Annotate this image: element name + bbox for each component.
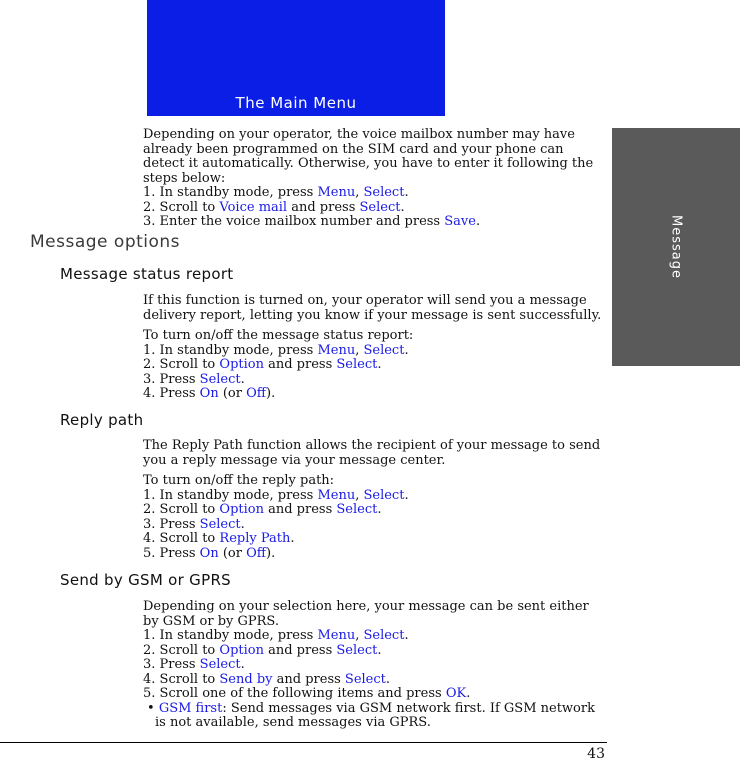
voicemail-step-1: 1. In standby mode, press Menu, Select. xyxy=(143,185,409,200)
status-report-lead: To turn on/off the message status report: xyxy=(143,328,414,343)
reply-path-step-5: 5. Press On (or Off). xyxy=(143,545,276,561)
reply-path-step-4: 4. Scroll to Reply Path. xyxy=(143,531,295,546)
status-report-desc: If this function is turned on, your operator will send you a message delivery report, letting you know if your message is sent successfully. xyxy=(143,293,602,323)
reply-path-step-3: 3. Press Select. xyxy=(143,516,245,532)
voicemail-step-2: 2. Scroll to Voice mail and press Select. xyxy=(143,199,405,215)
status-report-section xyxy=(143,294,605,402)
reply-path-step-2: 2. Scroll to Option and press Select. xyxy=(143,502,382,517)
reply-path-step-1: 1. In standby mode, press Menu, Select. xyxy=(143,487,409,503)
status-report-step-3: 3. Press Select. xyxy=(143,371,245,387)
gsm-gprs-step-4: 4. Scroll to Send by and press Select. xyxy=(143,671,391,687)
reply-path-desc: The Reply Path function allows the recipient of your message to send you a reply message via your message center. xyxy=(143,438,601,468)
voicemail-section xyxy=(143,128,605,230)
status-report-step-2: 2. Scroll to Option and press Select. xyxy=(143,357,382,372)
heading-reply-path: Reply path xyxy=(60,411,144,429)
page-number: 43 xyxy=(587,746,605,762)
status-report-step-1: 1. In standby mode, press Menu, Select. xyxy=(143,342,409,358)
gsm-gprs-desc: Depending on your selection here, your message can be sent either by GSM or by GPRS. xyxy=(143,599,589,629)
footer-rule xyxy=(0,742,607,743)
gsm-gprs-section xyxy=(143,600,605,731)
chapter-side-tab xyxy=(612,128,740,366)
gsm-gprs-step-3: 3. Press Select. xyxy=(143,657,245,672)
heading-send-by-gsm-gprs: Send by GSM or GPRS xyxy=(60,571,231,589)
status-report-step-4: 4. Press On (or Off). xyxy=(143,386,276,401)
reply-path-lead: To turn on/off the reply path: xyxy=(143,473,335,488)
main-menu-banner xyxy=(147,0,445,116)
gsm-gprs-step-2: 2. Scroll to Option and press Select. xyxy=(143,642,382,658)
voicemail-step-3: 3. Enter the voice mailbox number and press Save. xyxy=(143,214,481,229)
reply-path-section xyxy=(143,439,605,561)
voicemail-intro: Depending on your operator, the voice mailbox number may have already been programmed on the SIM card and your phone can detect it automatically. Otherwise, you have to enter it following the steps below: xyxy=(143,127,594,186)
heading-message-status-report: Message status report xyxy=(60,265,234,283)
section-heading-message-options: Message options xyxy=(30,232,181,252)
chapter-tab-label: Message xyxy=(668,215,684,279)
banner-title: The Main Menu xyxy=(235,94,357,112)
gsm-gprs-step-1: 1. In standby mode, press Menu, Select. xyxy=(143,628,409,643)
gsm-gprs-bullet-gsm-first: • GSM first: Send messages via GSM network first. If GSM network is not available, send messages via GPRS. xyxy=(147,700,595,730)
gsm-gprs-step-5: 5. Scroll one of the following items and press OK. xyxy=(143,686,471,701)
